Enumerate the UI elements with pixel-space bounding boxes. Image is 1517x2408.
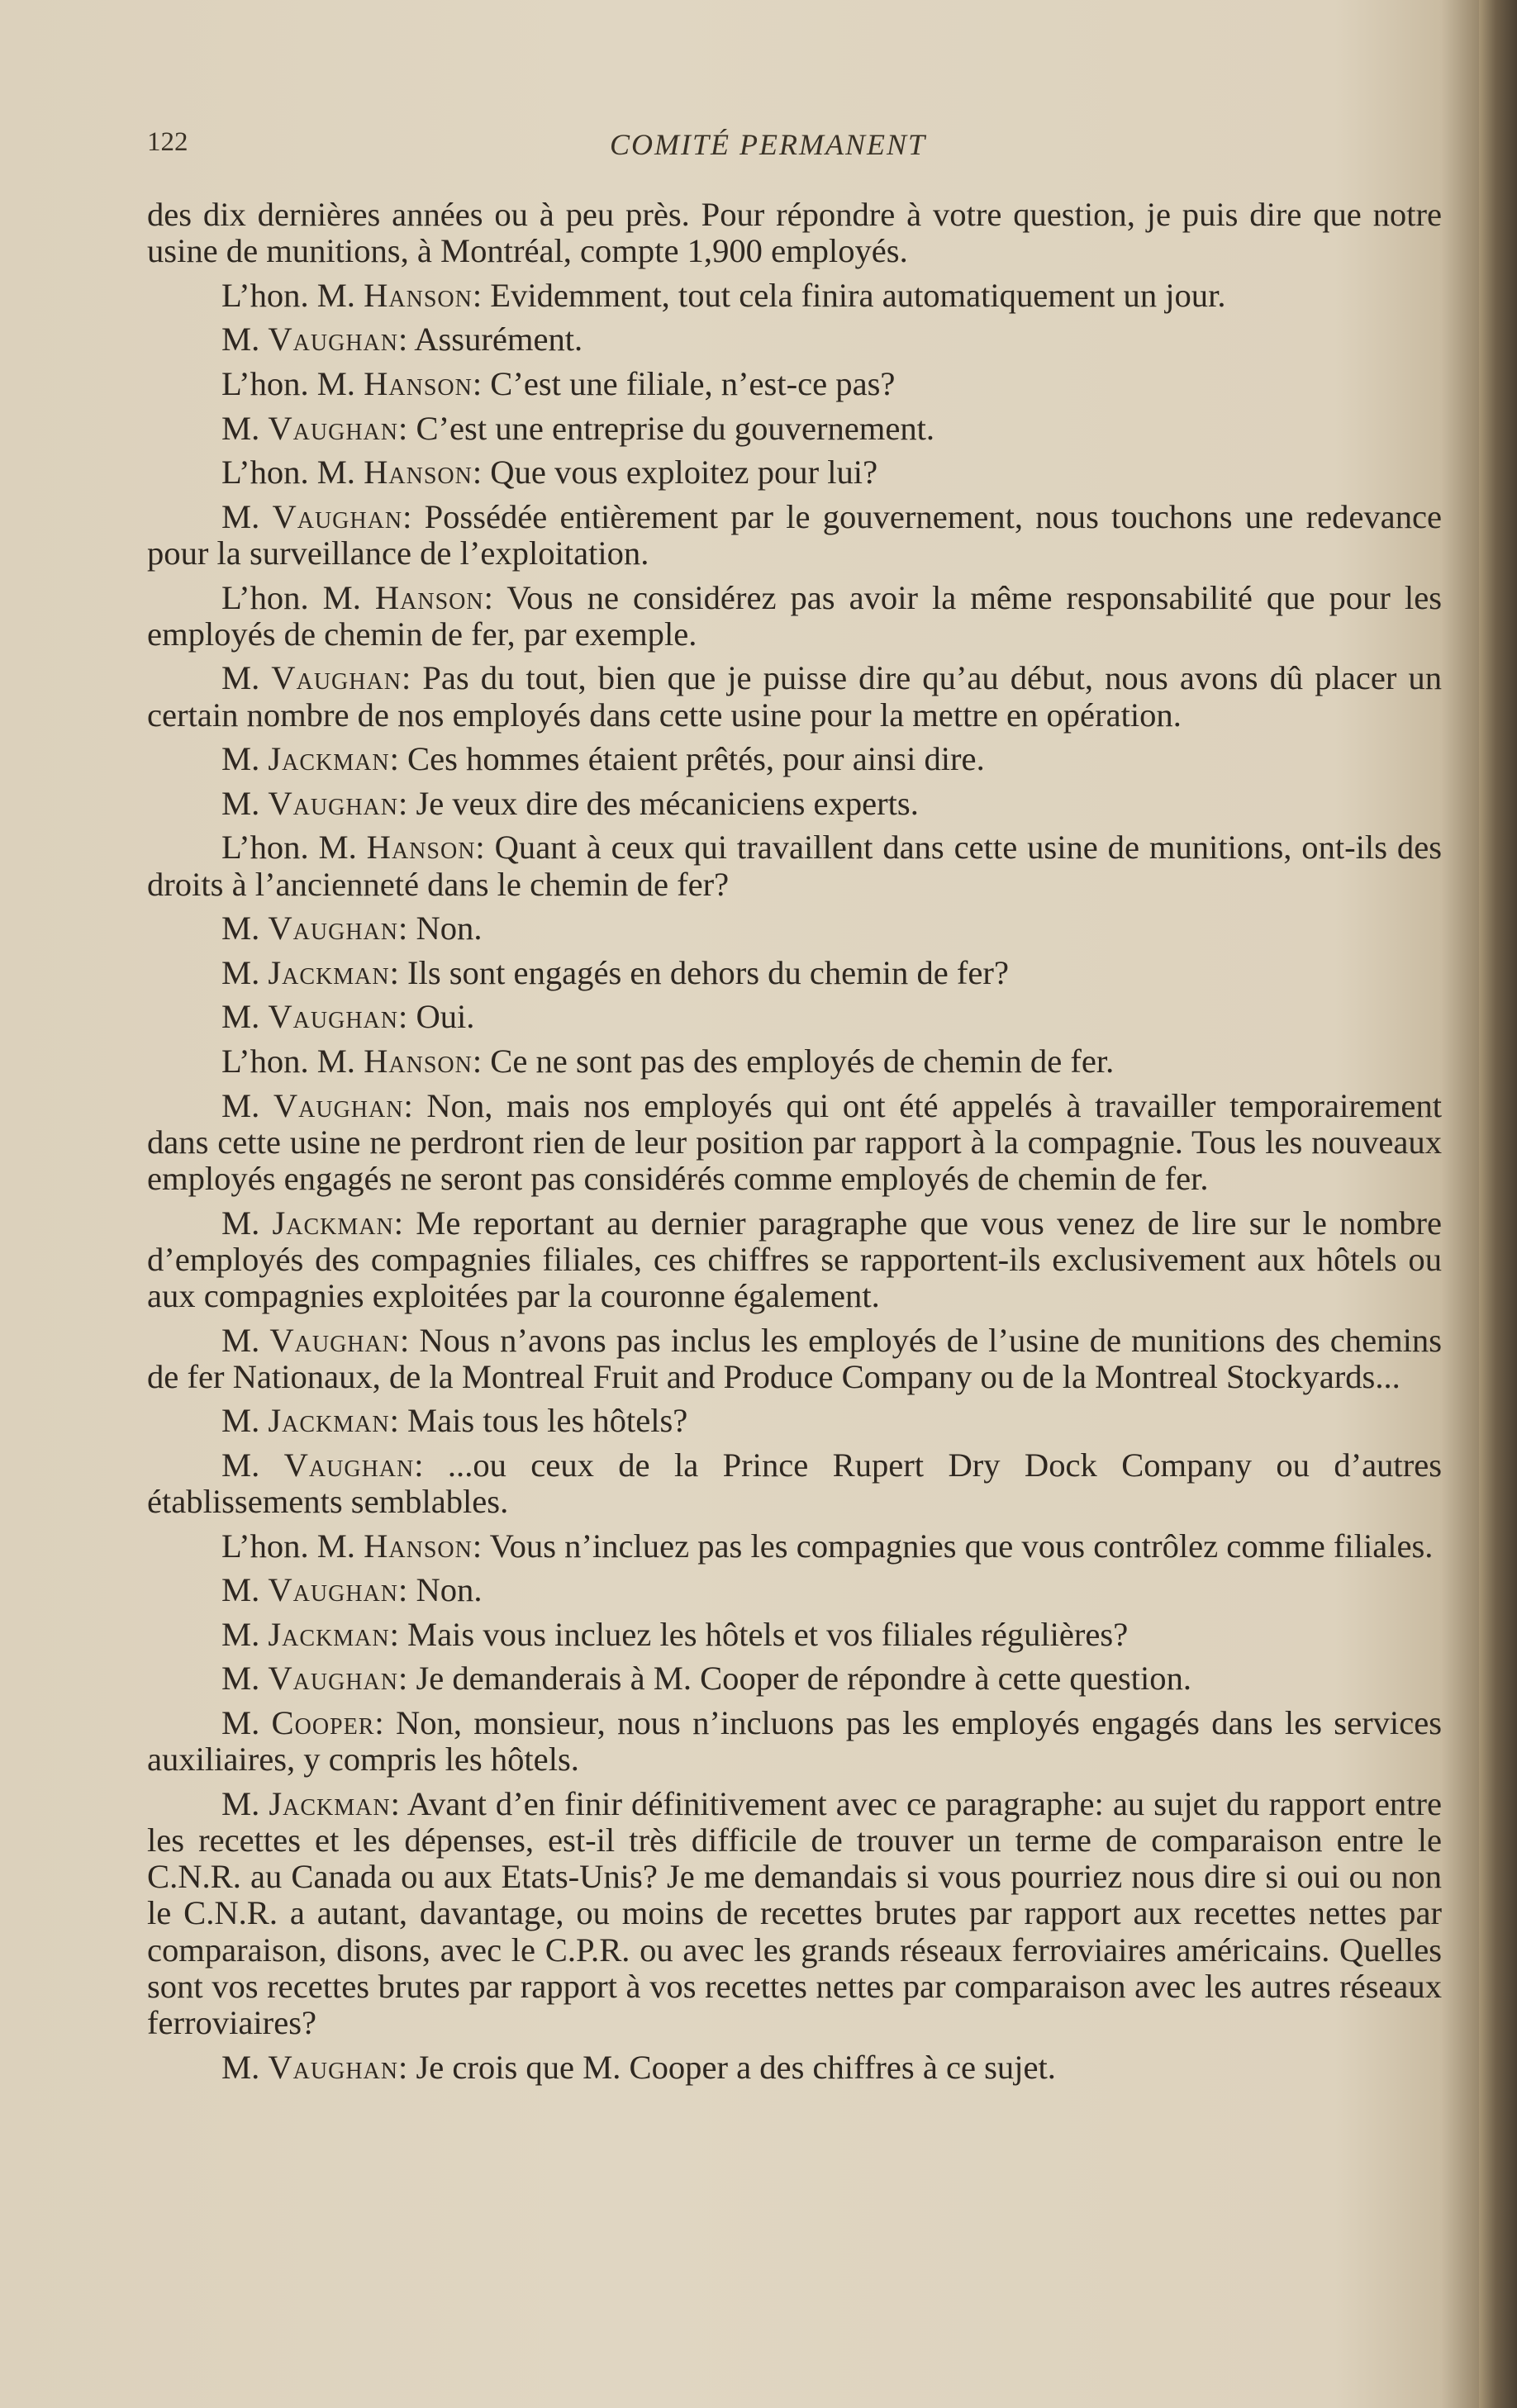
transcript-paragraph: [147, 580, 1442, 653]
speaker-name: Vaughan: [268, 409, 399, 447]
speaker-name: Vaughan: [268, 1571, 399, 1609]
speaker-separator: :: [398, 2048, 416, 2086]
paragraph-text: C’est une filiale, n’est-ce pas?: [490, 364, 896, 402]
transcript-paragraph: [147, 1323, 1442, 1395]
transcript-paragraph: [147, 910, 1442, 947]
page-number: 122: [147, 127, 188, 157]
speaker-title: L’hon. M.: [221, 578, 375, 616]
speaker-name: Vaughan: [268, 2048, 399, 2086]
paragraph-text: Pas du tout, bien que je puisse dire qu’au début, nous avons dû placer un certain nombre de nos employés dans cette usine pour la mettre en opération.: [147, 659, 1442, 734]
speaker-separator: :: [475, 829, 495, 867]
transcript-paragraph: [147, 1572, 1442, 1608]
speaker-separator: :: [398, 1660, 416, 1698]
paragraph-text: ...ou ceux de la Prince Rupert Dry Dock Company ou d’autres établissements semblables.: [147, 1446, 1443, 1521]
transcript-paragraph: [147, 197, 1442, 269]
speaker-title: M.: [221, 659, 272, 697]
transcript-paragraph: [147, 1403, 1442, 1439]
transcript-paragraph: [147, 955, 1442, 991]
binding-edge: [1479, 0, 1517, 2408]
speaker-title: L’hon. M.: [221, 276, 364, 314]
paragraph-text: Vous n’incluez pas les compagnies que vous contrôlez comme filiales.: [489, 1527, 1434, 1565]
speaker-separator: :: [472, 1042, 491, 1080]
speaker-name: Vaughan: [268, 910, 399, 948]
speaker-name: Jackman: [268, 740, 390, 778]
speaker-separator: :: [483, 578, 507, 616]
speaker-separator: :: [374, 1704, 396, 1742]
speaker-separator: :: [401, 659, 423, 697]
paragraph-text: Ils sont engagés en dehors du chemin de fer?: [407, 953, 1009, 991]
speaker-title: M.: [221, 1402, 269, 1440]
paragraph-text: Avant d’en finir définitivement avec ce paragraphe: au sujet du rapport entre les recettes et les dépenses, est-il très difficile de trouver un terme de comparaison entre le C.N.R. au Canada ou aux Etats-Unis? Je me demandais si vous pourriez nous dire si oui ou non le C.N.R. a autant, davantage, ou moins de recettes brutes par rapport aux recettes nettes par comparaison, disons, avec le C.P.R. ou avec les grands réseaux ferroviaires américains. Quelles sont vos recettes brutes par rapport à vos recettes nettes par comparaison avec les autres réseaux ferroviaires?: [147, 1784, 1442, 2042]
speaker-title: M.: [221, 1784, 269, 1822]
speaker-name: Vaughan: [268, 321, 399, 359]
speaker-separator: :: [398, 910, 416, 948]
speaker-title: L’hon. M.: [221, 454, 364, 492]
paragraph-text: Ces hommes étaient prêtés, pour ainsi dire.: [407, 740, 985, 778]
speaker-title: M.: [221, 998, 269, 1036]
speaker-name: Vaughan: [271, 659, 402, 697]
speaker-name: Jackman: [268, 1402, 390, 1440]
transcript-paragraph: [147, 1088, 1442, 1198]
speaker-title: M.: [221, 2048, 269, 2086]
speaker-title: M.: [221, 1704, 272, 1742]
transcript-paragraph: [147, 1660, 1442, 1697]
speaker-name: Cooper: [271, 1704, 375, 1742]
speaker-separator: :: [398, 1571, 416, 1609]
speaker-name: Hanson: [374, 578, 484, 616]
transcript-paragraph: [147, 454, 1442, 491]
speaker-name: Vaughan: [268, 784, 399, 822]
speaker-separator: :: [402, 497, 425, 535]
speaker-name: Hanson: [364, 364, 473, 402]
speaker-name: Vaughan: [269, 1321, 400, 1359]
paragraph-text: Assurément.: [414, 321, 583, 359]
speaker-name: Jackman: [272, 1204, 394, 1242]
speaker-name: Hanson: [364, 1042, 473, 1080]
speaker-separator: :: [398, 998, 416, 1036]
speaker-name: Jackman: [269, 1784, 391, 1822]
paragraph-text: Non.: [416, 910, 483, 948]
speaker-name: Hanson: [366, 829, 476, 867]
paragraph-text: Oui.: [416, 998, 475, 1036]
speaker-title: M.: [221, 1446, 284, 1484]
speaker-separator: :: [403, 1086, 427, 1124]
transcript-paragraph: [147, 1705, 1442, 1778]
paragraph-text: Non, mais nos employés qui ont été appelés à travailler temporairement dans cette usine ne perdront rien de leur position par rapport à la compagnie. Tous les nouveaux employés engagés ne seront pas considérés comme employés de chemin de fer.: [147, 1086, 1443, 1197]
speaker-separator: :: [472, 364, 491, 402]
transcript-paragraph: [147, 1205, 1442, 1315]
transcript-paragraph: [147, 1447, 1442, 1520]
speaker-name: Vaughan: [268, 998, 399, 1036]
paragraph-text: Quant à ceux qui travaillent dans cette usine de munitions, ont-ils des droits à l’ancienneté dans le chemin de fer?: [147, 829, 1443, 903]
paragraph-text: Possédée entièrement par le gouvernement, nous touchons une redevance pour la surveillance de l’exploitation.: [147, 497, 1443, 572]
speaker-title: L’hon. M.: [221, 1042, 364, 1080]
transcript-paragraph: [147, 321, 1442, 358]
transcript-paragraph: [147, 786, 1442, 822]
speaker-title: M.: [221, 1615, 269, 1653]
speaker-separator: :: [389, 740, 408, 778]
speaker-separator: :: [472, 1527, 490, 1565]
speaker-name: Hanson: [364, 1527, 473, 1565]
transcript-paragraph: [147, 1528, 1442, 1565]
speaker-title: M.: [221, 1086, 273, 1124]
transcript-paragraph: [147, 829, 1442, 902]
speaker-title: M.: [221, 1660, 269, 1698]
paragraph-text: C’est une entreprise du gouvernement.: [416, 409, 935, 447]
speaker-title: L’hon. M.: [221, 829, 367, 867]
speaker-separator: :: [390, 1784, 407, 1822]
speaker-separator: :: [472, 454, 491, 492]
speaker-title: L’hon. M.: [221, 1527, 364, 1565]
speaker-separator: :: [389, 1402, 408, 1440]
paragraph-text: Vous ne considérez pas avoir la même responsabilité que pour les employés de chemin de fer, par exemple.: [147, 578, 1442, 653]
speaker-title: M.: [221, 740, 269, 778]
paragraph-text: Que vous exploitez pour lui?: [490, 454, 878, 492]
speaker-name: Vaughan: [283, 1446, 415, 1484]
paragraph-text: Non.: [416, 1571, 483, 1609]
transcript-body: [147, 197, 1442, 2093]
transcript-paragraph: [147, 366, 1442, 402]
transcript-paragraph: [147, 2049, 1442, 2086]
speaker-name: Hanson: [364, 454, 473, 492]
speaker-title: M.: [221, 321, 269, 359]
speaker-separator: :: [398, 321, 415, 359]
speaker-title: M.: [221, 1571, 269, 1609]
paragraph-text: Ce ne sont pas des employés de chemin de fer.: [490, 1042, 1115, 1080]
speaker-name: Vaughan: [272, 497, 403, 535]
transcript-paragraph: [147, 741, 1442, 777]
paragraph-text: Me reportant au dernier paragraphe que vous venez de lire sur le nombre d’employés des compagnies filiales, ces chiffres se rapportent-ils exclusivement aux hôtels ou aux compagnies exploitées par la couronne également.: [147, 1204, 1443, 1314]
speaker-title: M.: [221, 953, 269, 991]
paragraph-text: Je demanderais à M. Cooper de répondre à cette question.: [416, 1660, 1192, 1698]
paragraph-text: Non, monsieur, nous n’incluons pas les employés engagés dans les services auxiliaires, y compris les hôtels.: [147, 1704, 1443, 1779]
transcript-paragraph: [147, 1617, 1442, 1653]
speaker-separator: :: [398, 409, 416, 447]
transcript-paragraph: [147, 411, 1442, 447]
speaker-title: M.: [221, 910, 269, 948]
paragraph-text: Je crois que M. Cooper a des chiffres à ce sujet.: [416, 2048, 1056, 2086]
speaker-title: M.: [221, 409, 269, 447]
paragraph-text: Je veux dire des mécaniciens experts.: [416, 784, 919, 822]
transcript-paragraph: [147, 278, 1442, 314]
paragraph-text: des dix dernières années ou à peu près. Pour répondre à votre question, je puis dire que notre usine de munitions, à Montréal, compte 1,900 employés.: [147, 196, 1442, 270]
paragraph-text: Nous n’avons pas inclus les employés de l’usine de munitions des chemins de fer Nationaux, de la Montreal Fruit and Produce Company ou de la Montreal Stockyards...: [147, 1321, 1443, 1395]
paragraph-text: Evidemment, tout cela finira automatiquement un jour.: [490, 276, 1226, 314]
paragraph-text: Mais tous les hôtels?: [407, 1402, 688, 1440]
speaker-title: L’hon. M.: [221, 364, 364, 402]
speaker-name: Jackman: [268, 953, 390, 991]
speaker-separator: :: [393, 1204, 416, 1242]
running-title: COMITÉ PERMANENT: [610, 128, 926, 161]
speaker-separator: :: [472, 276, 491, 314]
paragraph-text: Mais vous incluez les hôtels et vos filiales régulières?: [407, 1615, 1129, 1653]
speaker-separator: :: [389, 953, 408, 991]
speaker-name: Hanson: [364, 276, 473, 314]
speaker-title: M.: [221, 1204, 273, 1242]
speaker-name: Vaughan: [273, 1086, 404, 1124]
transcript-paragraph: [147, 499, 1442, 572]
transcript-paragraph: [147, 1043, 1442, 1080]
speaker-name: Jackman: [268, 1615, 390, 1653]
page-header: [147, 124, 1444, 173]
speaker-title: M.: [221, 1321, 270, 1359]
speaker-name: Vaughan: [268, 1660, 399, 1698]
transcript-paragraph: [147, 1786, 1442, 2041]
speaker-title: M.: [221, 784, 269, 822]
transcript-paragraph: [147, 660, 1442, 733]
speaker-separator: :: [398, 784, 416, 822]
speaker-separator: :: [414, 1446, 448, 1484]
speaker-title: M.: [221, 497, 273, 535]
transcript-paragraph: [147, 999, 1442, 1035]
speaker-separator: :: [399, 1321, 420, 1359]
speaker-separator: :: [389, 1615, 408, 1653]
